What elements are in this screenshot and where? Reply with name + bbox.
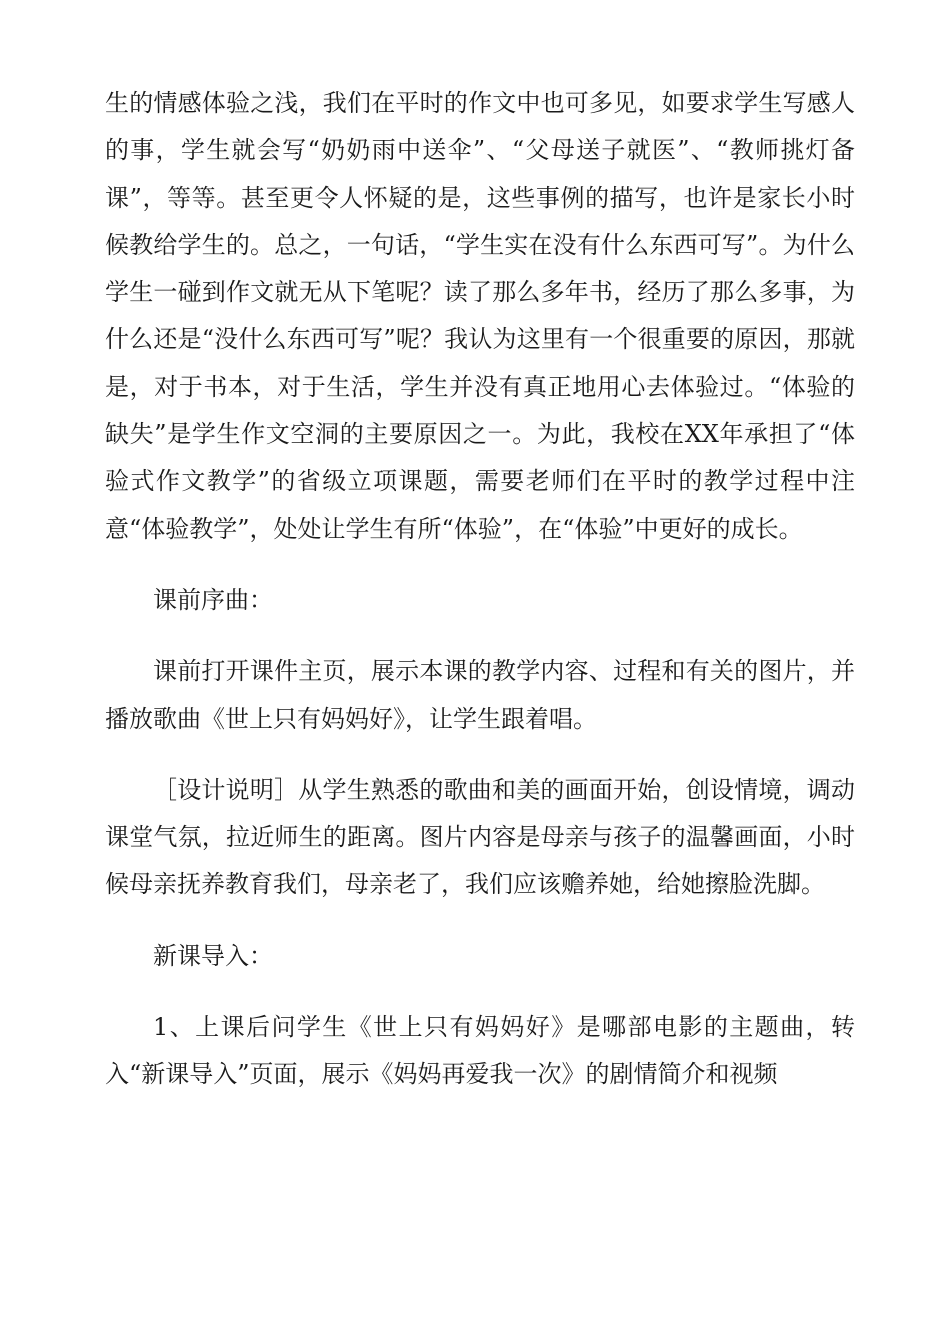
paragraph-new-lesson-step-1: 1、上课后问学生《世上只有妈妈好》是哪部电影的主题曲，转入“新课导入”页面，展示《妈妈再爱我一次》的剧情简介和视频 [105,1013,855,1089]
paragraph-design-note: ［设计说明］从学生熟悉的歌曲和美的画面开始，创设情境，调动课堂气氛，拉近师生的距离。图片内容是母亲与孩子的温馨画面，小时候母亲抚养教育我们，母亲老了，我们应该赡养她，给她擦脸洗脚。 [105,775,855,899]
heading-pre-class-prelude: 课前序曲： [153,585,273,614]
document-body [105,80,855,1099]
paragraph-intro-continuation: 生的情感体验之浅，我们在平时的作文中也可多见，如要求学生写感人的事，学生就会写“奶奶雨中送伞”、“父母送子就医”、“教师挑灯备课”，等等。甚至更令人怀疑的是，这些事例的描写，也许是家长小时候教给学生的。总之，一句话，“学生实在没有什么东西可写”。为什么学生一碰到作文就无从下笔呢？读了那么多年书，经历了那么多事，为什么还是“没什么东西可写”呢？我认为这里有一个很重要的原因，那就是，对于书本，对于生活，学生并没有真正地用心去体验过。“体验的缺失”是学生作文空洞的主要原因之一。为此，我校在XX年承担了“体验式作文教学”的省级立项课题，需要老师们在平时的教学过程中注意“体验教学”，处处让学生有所“体验”，在“体验”中更好的成长。 [105,89,855,543]
heading-new-lesson-intro: 新课导入： [153,941,273,970]
paragraph-pre-class: 课前打开课件主页，展示本课的教学内容、过程和有关的图片，并播放歌曲《世上只有妈妈好》，让学生跟着唱。 [105,657,855,733]
